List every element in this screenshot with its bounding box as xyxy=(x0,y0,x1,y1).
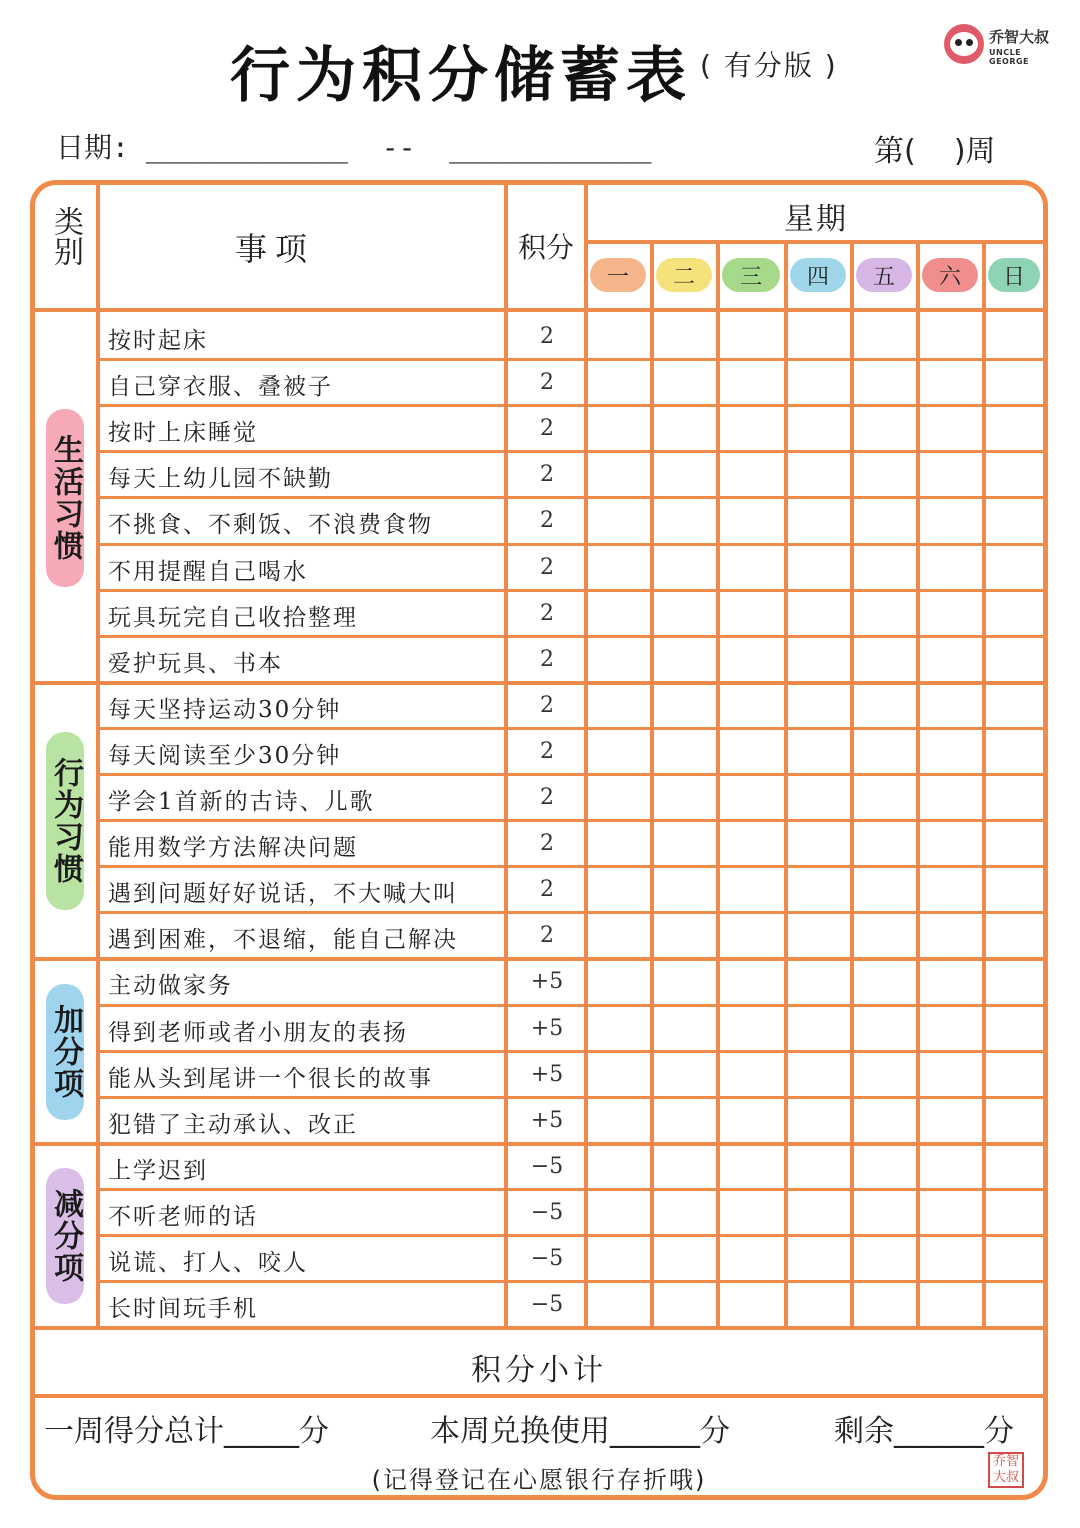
score-cell[interactable] xyxy=(854,591,916,634)
score-cell[interactable] xyxy=(920,452,982,495)
score-cell[interactable] xyxy=(654,545,716,588)
score-cell[interactable] xyxy=(920,1098,982,1141)
category-text: 生活习惯 xyxy=(48,434,83,563)
row-item: 每天阅读至少30分钟 xyxy=(108,742,342,769)
score-cell[interactable] xyxy=(654,637,716,680)
score-cell[interactable] xyxy=(986,360,1044,403)
score-cell[interactable] xyxy=(654,498,716,541)
column-divider xyxy=(96,184,100,1328)
score-cell[interactable] xyxy=(920,637,982,680)
score-cell[interactable] xyxy=(788,959,850,1002)
score-cell[interactable] xyxy=(588,729,650,772)
weekday-1: 一 xyxy=(590,258,646,292)
score-cell[interactable] xyxy=(986,1282,1044,1325)
row-points: 2 xyxy=(540,785,554,810)
score-cell[interactable] xyxy=(920,683,982,726)
score-cell[interactable] xyxy=(854,959,916,1002)
score-cell[interactable] xyxy=(720,913,784,956)
score-cell[interactable] xyxy=(788,360,850,403)
score-cell[interactable] xyxy=(720,545,784,588)
page-title: 行为积分储蓄表 xyxy=(230,41,692,111)
score-cell[interactable] xyxy=(854,1052,916,1095)
row-points: +5 xyxy=(530,1061,564,1087)
remaining-points-field[interactable]: 剩余______分 xyxy=(834,1414,1014,1449)
score-cell[interactable] xyxy=(720,729,784,772)
score-cell[interactable] xyxy=(588,1052,650,1095)
header-points: 积分 xyxy=(517,231,574,264)
score-cell[interactable] xyxy=(588,314,650,357)
score-cell[interactable] xyxy=(788,637,850,680)
row-item: 每天上幼儿园不缺勤 xyxy=(108,466,333,493)
score-cell[interactable] xyxy=(920,314,982,357)
score-cell[interactable] xyxy=(720,1144,784,1187)
logo-en: UNCLE GEORGE xyxy=(989,48,1030,66)
row-points: +5 xyxy=(530,1015,564,1041)
score-cell[interactable] xyxy=(588,591,650,634)
score-cell[interactable] xyxy=(654,314,716,357)
week-number-field[interactable]: 第( )周 xyxy=(874,134,996,169)
score-cell[interactable] xyxy=(854,360,916,403)
row-points: −5 xyxy=(530,1246,564,1271)
row-item: 遇到困难，不退缩，能自己解决 xyxy=(108,927,458,954)
score-cell[interactable] xyxy=(854,1190,916,1233)
score-cell[interactable] xyxy=(920,913,982,956)
score-cell[interactable] xyxy=(920,821,982,864)
score-cell[interactable] xyxy=(654,821,716,864)
row-points: 2 xyxy=(540,416,554,442)
weekday-4: 四 xyxy=(790,258,846,292)
score-cell[interactable] xyxy=(720,406,784,449)
score-cell[interactable] xyxy=(986,913,1044,956)
row-points: +5 xyxy=(530,1107,564,1133)
score-cell[interactable] xyxy=(788,1144,850,1187)
score-cell[interactable] xyxy=(854,729,916,772)
row-item: 按时起床 xyxy=(108,328,208,354)
score-cell[interactable] xyxy=(720,1006,784,1049)
row-points: −5 xyxy=(530,1199,564,1225)
score-cell[interactable] xyxy=(986,498,1044,541)
score-cell[interactable] xyxy=(854,821,916,864)
score-cell[interactable] xyxy=(854,314,916,357)
score-cell[interactable] xyxy=(986,1098,1044,1141)
category-text: 行为习惯 xyxy=(48,757,83,886)
row-points: 2 xyxy=(540,554,554,580)
score-cell[interactable] xyxy=(854,1144,916,1187)
row-item: 自己穿衣服、叠被子 xyxy=(108,374,333,401)
score-cell[interactable] xyxy=(588,545,650,588)
score-cell[interactable] xyxy=(720,1236,784,1279)
weekday-3: 三 xyxy=(722,258,780,292)
score-cell[interactable] xyxy=(986,452,1044,495)
score-cell[interactable] xyxy=(920,1052,982,1095)
row-points: 2 xyxy=(540,923,554,949)
row-points: 2 xyxy=(540,646,554,672)
score-cell[interactable] xyxy=(986,637,1044,680)
score-cell[interactable] xyxy=(788,775,850,818)
row-item: 不挑食、不剩饭、不浪费食物 xyxy=(108,512,433,539)
row-item: 犯错了主动承认、改正 xyxy=(108,1111,358,1138)
score-cell[interactable] xyxy=(720,591,784,634)
row-item: 说谎、打人、咬人 xyxy=(108,1250,308,1276)
score-cell[interactable] xyxy=(588,498,650,541)
score-cell[interactable] xyxy=(654,1144,716,1187)
row-points: 2 xyxy=(540,508,554,534)
score-cell[interactable] xyxy=(854,683,916,726)
score-cell[interactable] xyxy=(720,1098,784,1141)
score-cell[interactable] xyxy=(854,545,916,588)
score-cell[interactable] xyxy=(788,545,850,588)
score-cell[interactable] xyxy=(920,360,982,403)
score-cell[interactable] xyxy=(854,775,916,818)
score-cell[interactable] xyxy=(920,1190,982,1233)
score-cell[interactable] xyxy=(720,314,784,357)
score-cell[interactable] xyxy=(854,1282,916,1325)
row-item: 能从头到尾讲一个很长的故事 xyxy=(108,1065,433,1092)
score-cell[interactable] xyxy=(720,683,784,726)
score-cell[interactable] xyxy=(654,591,716,634)
score-cell[interactable] xyxy=(654,775,716,818)
score-cell[interactable] xyxy=(720,452,784,495)
score-cell[interactable] xyxy=(720,1052,784,1095)
score-cell[interactable] xyxy=(920,867,982,910)
score-cell[interactable] xyxy=(788,1006,850,1049)
row-points: −5 xyxy=(530,1292,564,1318)
score-cell[interactable] xyxy=(986,775,1044,818)
score-cell[interactable] xyxy=(986,545,1044,588)
weekday-2: 二 xyxy=(656,258,712,292)
score-cell[interactable] xyxy=(654,1190,716,1233)
score-cell[interactable] xyxy=(986,591,1044,634)
score-cell[interactable] xyxy=(920,775,982,818)
score-cell[interactable] xyxy=(788,314,850,357)
score-cell[interactable] xyxy=(920,545,982,588)
score-cell[interactable] xyxy=(588,360,650,403)
score-cell[interactable] xyxy=(588,1282,650,1325)
score-cell[interactable] xyxy=(854,1236,916,1279)
score-cell[interactable] xyxy=(720,637,784,680)
score-cell[interactable] xyxy=(654,913,716,956)
score-cell[interactable] xyxy=(720,821,784,864)
score-cell[interactable] xyxy=(588,775,650,818)
score-cell[interactable] xyxy=(854,452,916,495)
weekday-5: 五 xyxy=(856,258,912,292)
score-cell[interactable] xyxy=(986,959,1044,1002)
row-item: 学会1首新的古诗、儿歌 xyxy=(108,789,375,815)
score-cell[interactable] xyxy=(920,1236,982,1279)
score-cell[interactable] xyxy=(788,1236,850,1279)
score-cell[interactable] xyxy=(788,498,850,541)
score-cell[interactable] xyxy=(788,406,850,449)
score-cell[interactable] xyxy=(920,729,982,772)
score-cell[interactable] xyxy=(986,821,1044,864)
row-points: 2 xyxy=(540,370,554,396)
subtotal-divider xyxy=(34,1394,1044,1398)
score-cell[interactable] xyxy=(986,867,1044,910)
score-cell[interactable] xyxy=(854,498,916,541)
score-cell[interactable] xyxy=(588,683,650,726)
brand-logo xyxy=(944,24,1064,68)
score-cell[interactable] xyxy=(720,959,784,1002)
score-cell[interactable] xyxy=(986,683,1044,726)
score-cell[interactable] xyxy=(986,1236,1044,1279)
score-cell[interactable] xyxy=(720,867,784,910)
row-points: 2 xyxy=(540,692,554,718)
score-cell[interactable] xyxy=(588,452,650,495)
score-cell[interactable] xyxy=(920,959,982,1002)
category-text: 加分项 xyxy=(48,1003,83,1100)
score-cell[interactable] xyxy=(720,1190,784,1233)
score-cell[interactable] xyxy=(986,729,1044,772)
score-cell[interactable] xyxy=(788,729,850,772)
score-cell[interactable] xyxy=(920,591,982,634)
score-cell[interactable] xyxy=(788,1190,850,1233)
score-cell[interactable] xyxy=(588,637,650,680)
header-week: 星期 xyxy=(784,202,848,237)
score-cell[interactable] xyxy=(788,1098,850,1141)
category-label xyxy=(46,984,84,1120)
row-points: −5 xyxy=(530,1153,564,1179)
score-cell[interactable] xyxy=(788,913,850,956)
row-item: 每天坚持运动30分钟 xyxy=(108,696,342,723)
score-cell[interactable] xyxy=(654,1006,716,1049)
score-cell[interactable] xyxy=(588,959,650,1002)
page-subtitle: ( 有分版 ) xyxy=(700,49,838,82)
score-cell[interactable] xyxy=(788,1282,850,1325)
row-item: 不用提醒自己喝水 xyxy=(108,558,308,585)
header-divider xyxy=(34,308,1044,312)
score-cell[interactable] xyxy=(854,406,916,449)
row-item: 能用数学方法解决问题 xyxy=(108,835,358,862)
category-label xyxy=(46,409,84,587)
row-points: 2 xyxy=(540,831,554,857)
score-cell[interactable] xyxy=(986,314,1044,357)
header-category: 类别 xyxy=(48,206,83,266)
score-cell[interactable] xyxy=(986,1052,1044,1095)
score-cell[interactable] xyxy=(788,591,850,634)
score-cell[interactable] xyxy=(920,406,982,449)
score-cell[interactable] xyxy=(788,821,850,864)
row-item: 主动做家务 xyxy=(108,973,233,1000)
score-cell[interactable] xyxy=(588,913,650,956)
logo-cn: 乔智大叔 xyxy=(989,28,1050,46)
score-cell[interactable] xyxy=(854,913,916,956)
score-cell[interactable] xyxy=(788,452,850,495)
row-points: +5 xyxy=(530,969,564,995)
weekday-7: 日 xyxy=(988,258,1040,292)
score-cell[interactable] xyxy=(654,1236,716,1279)
header-item: 事项 xyxy=(234,230,315,268)
score-cell[interactable] xyxy=(654,1098,716,1141)
score-cell[interactable] xyxy=(854,637,916,680)
table-bottom-line xyxy=(34,1326,1044,1330)
score-cell[interactable] xyxy=(654,867,716,910)
score-cell[interactable] xyxy=(920,1006,982,1049)
score-cell[interactable] xyxy=(588,406,650,449)
row-points: 2 xyxy=(540,877,554,903)
score-cell[interactable] xyxy=(986,1190,1044,1233)
score-cell[interactable] xyxy=(588,821,650,864)
score-cell[interactable] xyxy=(588,867,650,910)
date-field[interactable]: 日期: ____________ -- ____________ xyxy=(56,131,652,164)
row-item: 不听老师的话 xyxy=(108,1203,258,1230)
seal-stamp: 乔智大叔 xyxy=(988,1452,1024,1488)
score-cell[interactable] xyxy=(654,360,716,403)
row-item: 上学迟到 xyxy=(108,1157,208,1184)
score-cell[interactable] xyxy=(654,729,716,772)
score-cell[interactable] xyxy=(720,498,784,541)
score-cell[interactable] xyxy=(588,1144,650,1187)
score-cell[interactable] xyxy=(986,1006,1044,1049)
panda-icon xyxy=(944,24,984,64)
used-points-field[interactable]: 本周兑换使用______分 xyxy=(430,1414,730,1449)
row-points: 2 xyxy=(540,462,554,488)
score-cell[interactable] xyxy=(588,1236,650,1279)
score-cell[interactable] xyxy=(920,498,982,541)
score-cell[interactable] xyxy=(854,1006,916,1049)
score-cell[interactable] xyxy=(588,1190,650,1233)
score-cell[interactable] xyxy=(654,406,716,449)
reminder-note: (记得登记在心愿银行存折哦) xyxy=(371,1466,707,1494)
category-label xyxy=(46,732,84,910)
score-cell[interactable] xyxy=(720,360,784,403)
score-cell[interactable] xyxy=(920,1144,982,1187)
score-cell[interactable] xyxy=(654,1052,716,1095)
score-cell[interactable] xyxy=(654,1282,716,1325)
score-cell[interactable] xyxy=(720,1282,784,1325)
score-cell[interactable] xyxy=(986,406,1044,449)
subtotal-label: 积分小计 xyxy=(471,1353,607,1388)
score-cell[interactable] xyxy=(788,867,850,910)
score-cell[interactable] xyxy=(588,1098,650,1141)
category-text: 减分项 xyxy=(48,1188,83,1284)
category-label xyxy=(46,1168,84,1304)
row-item: 长时间玩手机 xyxy=(108,1296,258,1323)
row-item: 遇到问题好好说话，不大喊大叫 xyxy=(108,881,458,908)
score-cell[interactable] xyxy=(588,1006,650,1049)
score-cell[interactable] xyxy=(854,1098,916,1141)
row-item: 得到老师或者小朋友的表扬 xyxy=(108,1019,408,1046)
score-cell[interactable] xyxy=(788,683,850,726)
row-points: 2 xyxy=(540,324,554,349)
score-cell[interactable] xyxy=(720,775,784,818)
score-cell[interactable] xyxy=(854,867,916,910)
score-cell[interactable] xyxy=(654,452,716,495)
row-points: 2 xyxy=(540,738,554,764)
column-divider xyxy=(504,184,508,1328)
score-cell[interactable] xyxy=(920,1282,982,1325)
row-item: 爱护玩具、书本 xyxy=(108,650,283,677)
row-points: 2 xyxy=(540,600,554,626)
row-item: 按时上床睡觉 xyxy=(108,420,258,447)
weekday-6: 六 xyxy=(922,258,978,292)
score-cell[interactable] xyxy=(654,959,716,1002)
score-cell[interactable] xyxy=(986,1144,1044,1187)
week-total-field[interactable]: 一周得分总计_____分 xyxy=(44,1414,329,1449)
row-item: 玩具玩完自己收拾整理 xyxy=(108,604,358,631)
score-cell[interactable] xyxy=(654,683,716,726)
score-cell[interactable] xyxy=(788,1052,850,1095)
